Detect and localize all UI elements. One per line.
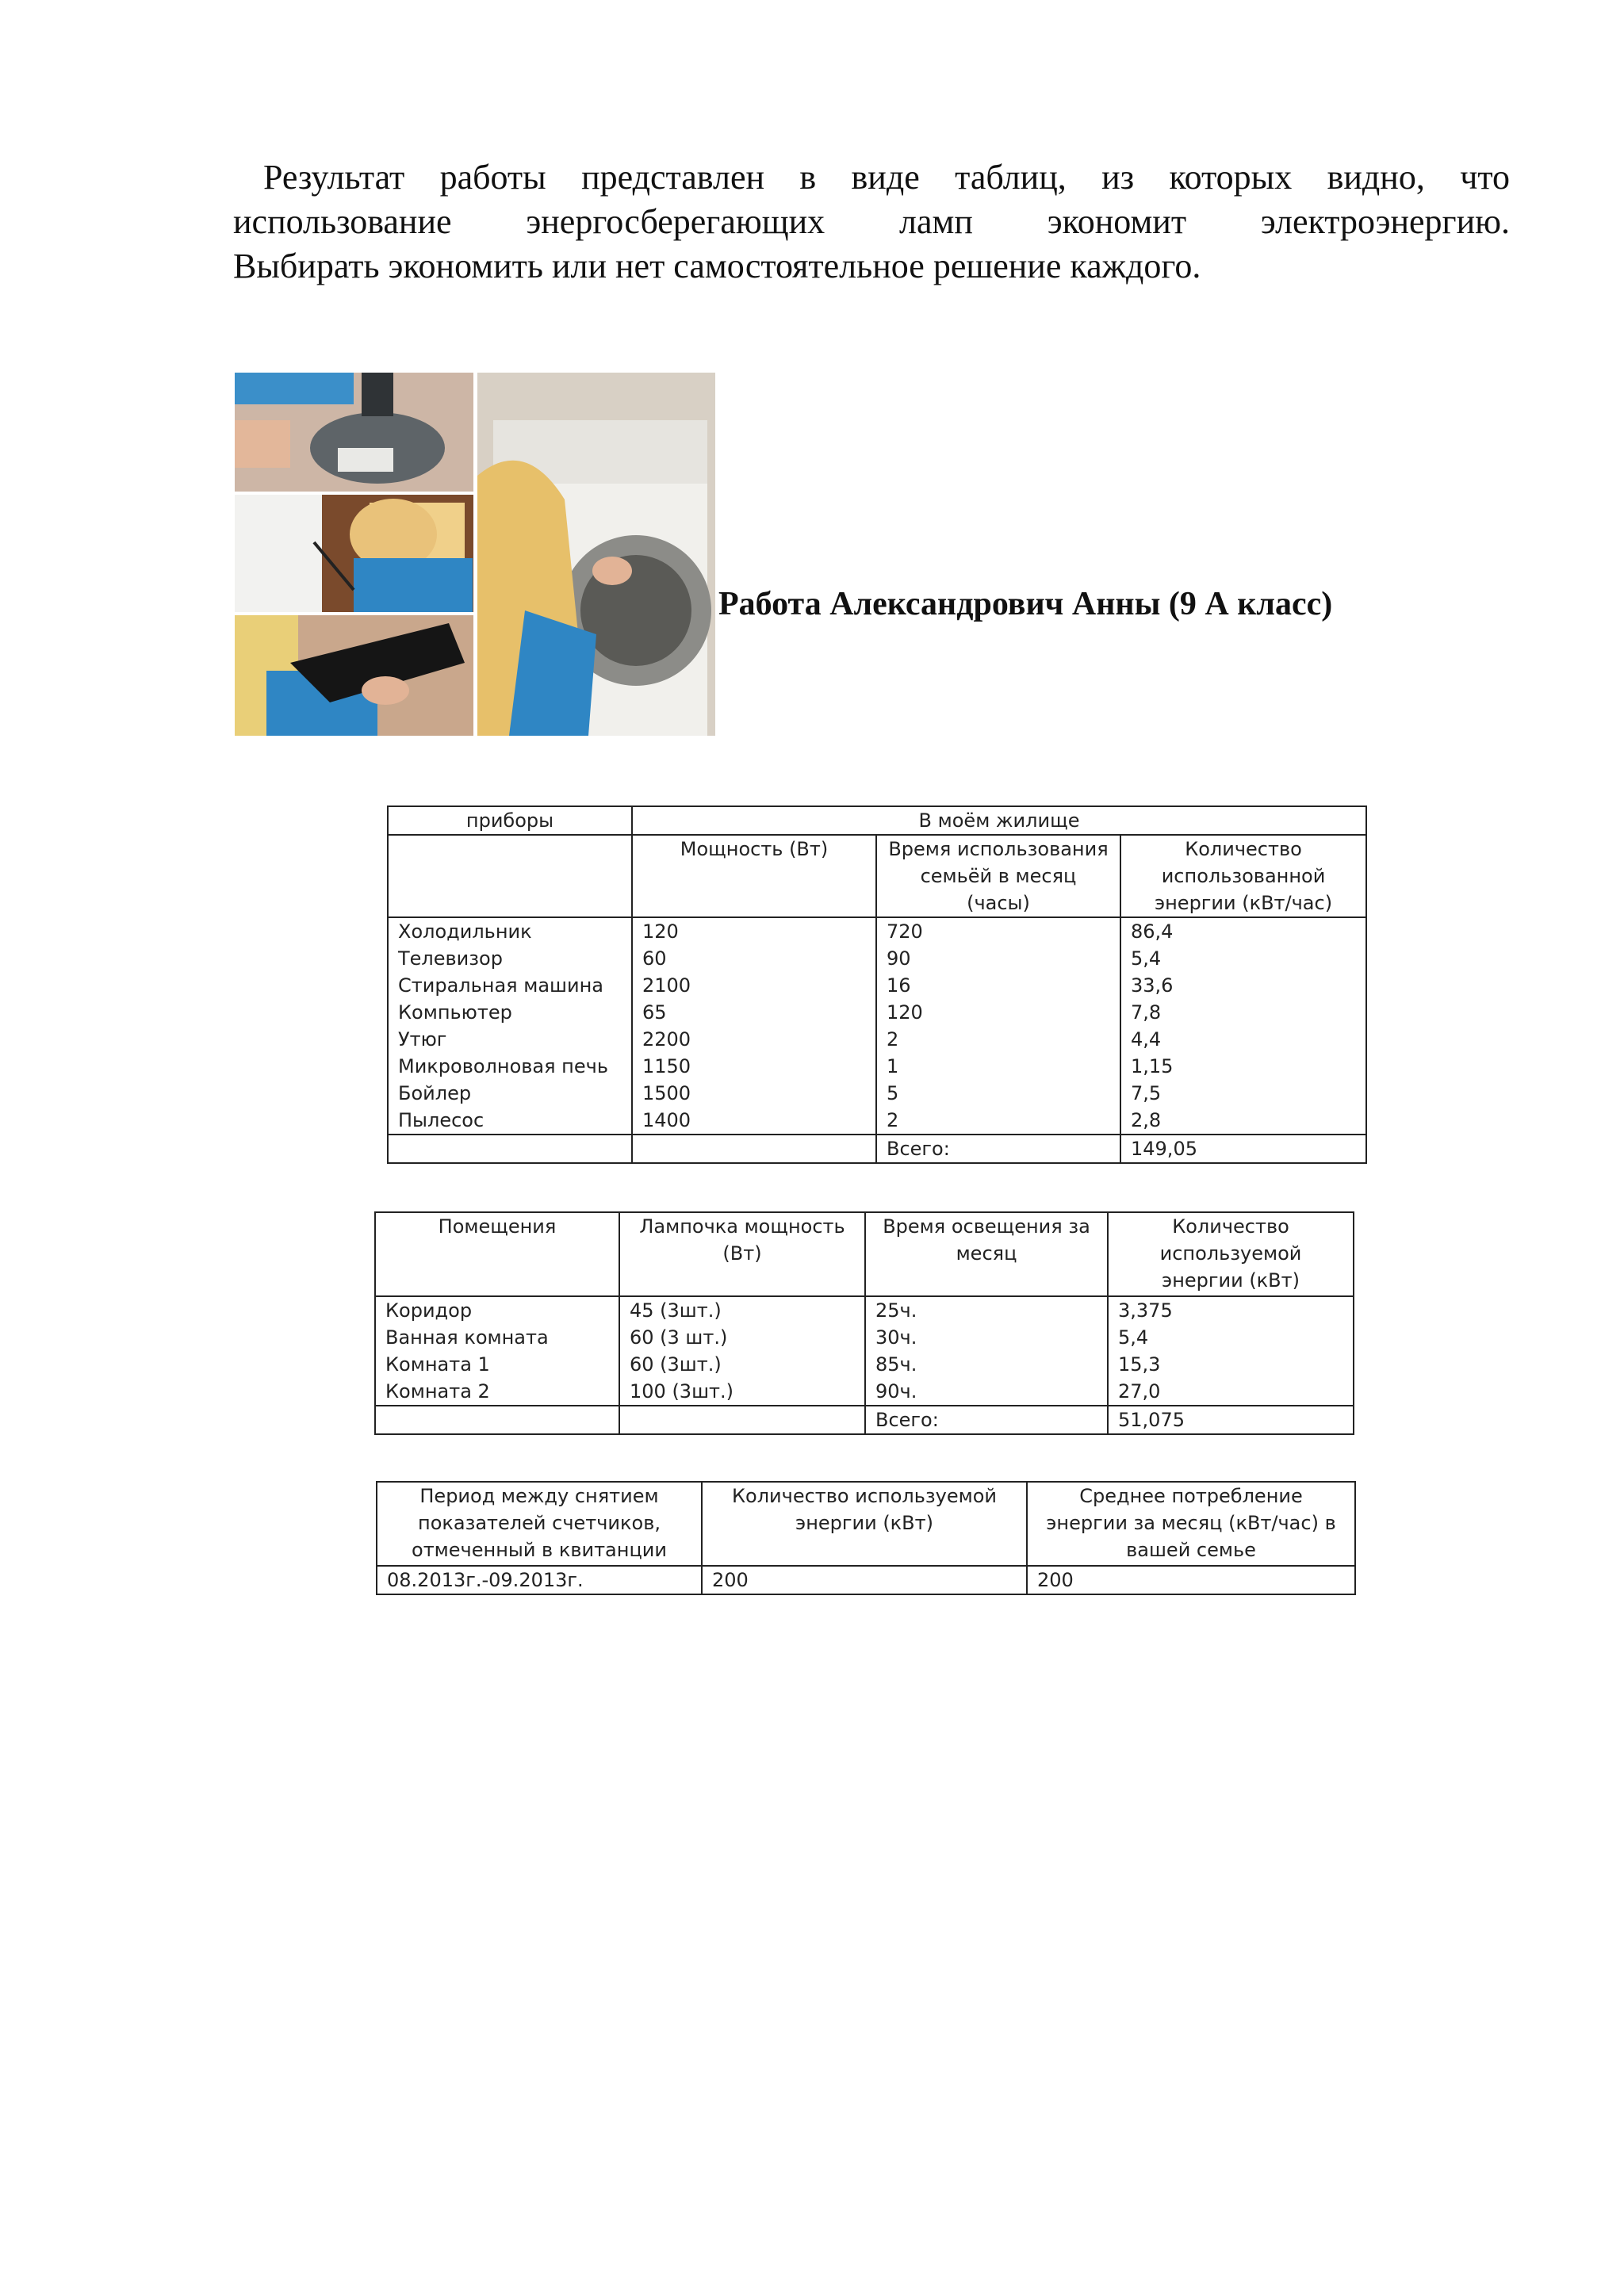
- photo-boiler: [235, 495, 473, 612]
- device-name: Утюг: [398, 1028, 447, 1050]
- device-power: 2100: [642, 974, 691, 997]
- room-time: 30ч.: [875, 1326, 917, 1349]
- room-energy: 27,0: [1118, 1380, 1161, 1402]
- header-light-energy: Количество используемой энергии (кВт): [1108, 1212, 1354, 1296]
- total-label: Всего:: [876, 1135, 1120, 1163]
- room-lamp: 60 (3шт.): [630, 1353, 722, 1376]
- device-energy: 33,6: [1131, 974, 1174, 997]
- room-energies: [1108, 1296, 1354, 1406]
- room-lamp: 60 (3 шт.): [630, 1326, 728, 1349]
- device-time: 720: [887, 920, 923, 943]
- device-power: 65: [642, 1001, 667, 1024]
- device-power: 1400: [642, 1109, 691, 1131]
- header-time: Время использования семьёй в месяц (часы): [876, 835, 1120, 917]
- device-name: Бойлер: [398, 1082, 472, 1104]
- room-names: [375, 1296, 619, 1406]
- header-meter-energy: Количество используемой энергии (кВт): [702, 1482, 1027, 1566]
- device-times: [876, 917, 1120, 1135]
- device-name: Пылесос: [398, 1109, 485, 1131]
- header-average: Среднее потребление энергии за месяц (кВт/час) в вашей семье: [1027, 1482, 1355, 1566]
- work-caption: Работа Александрович Анны (9 А класс): [718, 586, 1333, 622]
- header-light-time: Время освещения за месяц: [865, 1212, 1108, 1296]
- device-time: 120: [887, 1001, 923, 1024]
- device-power: 60: [642, 947, 667, 970]
- room-name: Комната 1: [385, 1353, 490, 1376]
- intro-paragraph: [233, 155, 1510, 289]
- device-power: 120: [642, 920, 679, 943]
- device-power: 1150: [642, 1055, 691, 1077]
- device-energy: 86,4: [1131, 920, 1174, 943]
- header-lamp: Лампочка мощность (Вт): [619, 1212, 865, 1296]
- device-name: Компьютер: [398, 1001, 512, 1024]
- intro-line-3: Выбирать экономить или нет самостоятельное решение каждого.: [233, 247, 1201, 285]
- room-name: Комната 2: [385, 1380, 490, 1402]
- room-name: Коридор: [385, 1299, 473, 1322]
- device-energy: 4,4: [1131, 1028, 1162, 1050]
- header-empty: [388, 835, 632, 917]
- device-power: 1500: [642, 1082, 691, 1104]
- photo-vacuum-label: [235, 373, 473, 492]
- device-energy: 7,5: [1131, 1082, 1162, 1104]
- device-name: Микроволновая печь: [398, 1055, 608, 1077]
- total-empty-2: [619, 1406, 865, 1434]
- header-energy: Количество использованной энергии (кВт/час): [1120, 835, 1366, 917]
- total-value: 149,05: [1120, 1135, 1366, 1163]
- device-time: 16: [887, 974, 911, 997]
- device-name: Стиральная машина: [398, 974, 603, 997]
- meter-reading-table: [376, 1481, 1356, 1595]
- room-time: 85ч.: [875, 1353, 917, 1376]
- room-times: [865, 1296, 1108, 1406]
- device-energy: 5,4: [1131, 947, 1162, 970]
- room-energy: 15,3: [1118, 1353, 1161, 1376]
- total-value: 51,075: [1108, 1406, 1354, 1434]
- device-name: Телевизор: [398, 947, 503, 970]
- intro-line-2: использование энергосберегающих ламп экономит электроэнергию.: [233, 202, 1510, 241]
- device-time: 2: [887, 1109, 899, 1131]
- room-energy: 5,4: [1118, 1326, 1149, 1349]
- room-name: Ванная комната: [385, 1326, 549, 1349]
- intro-line-1: Результат работы представлен в виде таблиц, из которых видно, что: [263, 158, 1510, 197]
- room-lamps: [619, 1296, 865, 1406]
- header-room: Помещения: [375, 1212, 619, 1296]
- meter-energy-value: 200: [702, 1566, 1027, 1594]
- average-value: 200: [1027, 1566, 1355, 1594]
- appliance-energy-table: [387, 806, 1367, 1164]
- header-power: Мощность (Вт): [632, 835, 876, 917]
- device-energy: 2,8: [1131, 1109, 1162, 1131]
- photo-iron: [235, 615, 473, 736]
- device-energies: [1120, 917, 1366, 1135]
- total-empty-1: [388, 1135, 632, 1163]
- device-name: Холодильник: [398, 920, 532, 943]
- room-lamp: 45 (3шт.): [630, 1299, 722, 1322]
- room-energy: 3,375: [1118, 1299, 1173, 1322]
- lighting-energy-table: [374, 1211, 1354, 1435]
- device-names: [388, 917, 632, 1135]
- room-lamp: 100 (3шт.): [630, 1380, 734, 1402]
- device-time: 1: [887, 1055, 899, 1077]
- total-empty-2: [632, 1135, 876, 1163]
- total-label: Всего:: [865, 1406, 1108, 1434]
- header-devices: приборы: [388, 806, 632, 835]
- header-period: Период между снятием показателей счетчиков, отмеченный в квитанции: [377, 1482, 702, 1566]
- photo-washing-machine: [477, 373, 715, 736]
- device-energy: 1,15: [1131, 1055, 1174, 1077]
- room-time: 25ч.: [875, 1299, 917, 1322]
- photo-collage: [235, 373, 715, 736]
- device-power: 2200: [642, 1028, 691, 1050]
- device-time: 2: [887, 1028, 899, 1050]
- device-time: 5: [887, 1082, 899, 1104]
- total-empty-1: [375, 1406, 619, 1434]
- header-group: В моём жилище: [632, 806, 1366, 835]
- period-value: 08.2013г.-09.2013г.: [377, 1566, 702, 1594]
- device-energy: 7,8: [1131, 1001, 1162, 1024]
- device-time: 90: [887, 947, 911, 970]
- room-time: 90ч.: [875, 1380, 917, 1402]
- device-powers: [632, 917, 876, 1135]
